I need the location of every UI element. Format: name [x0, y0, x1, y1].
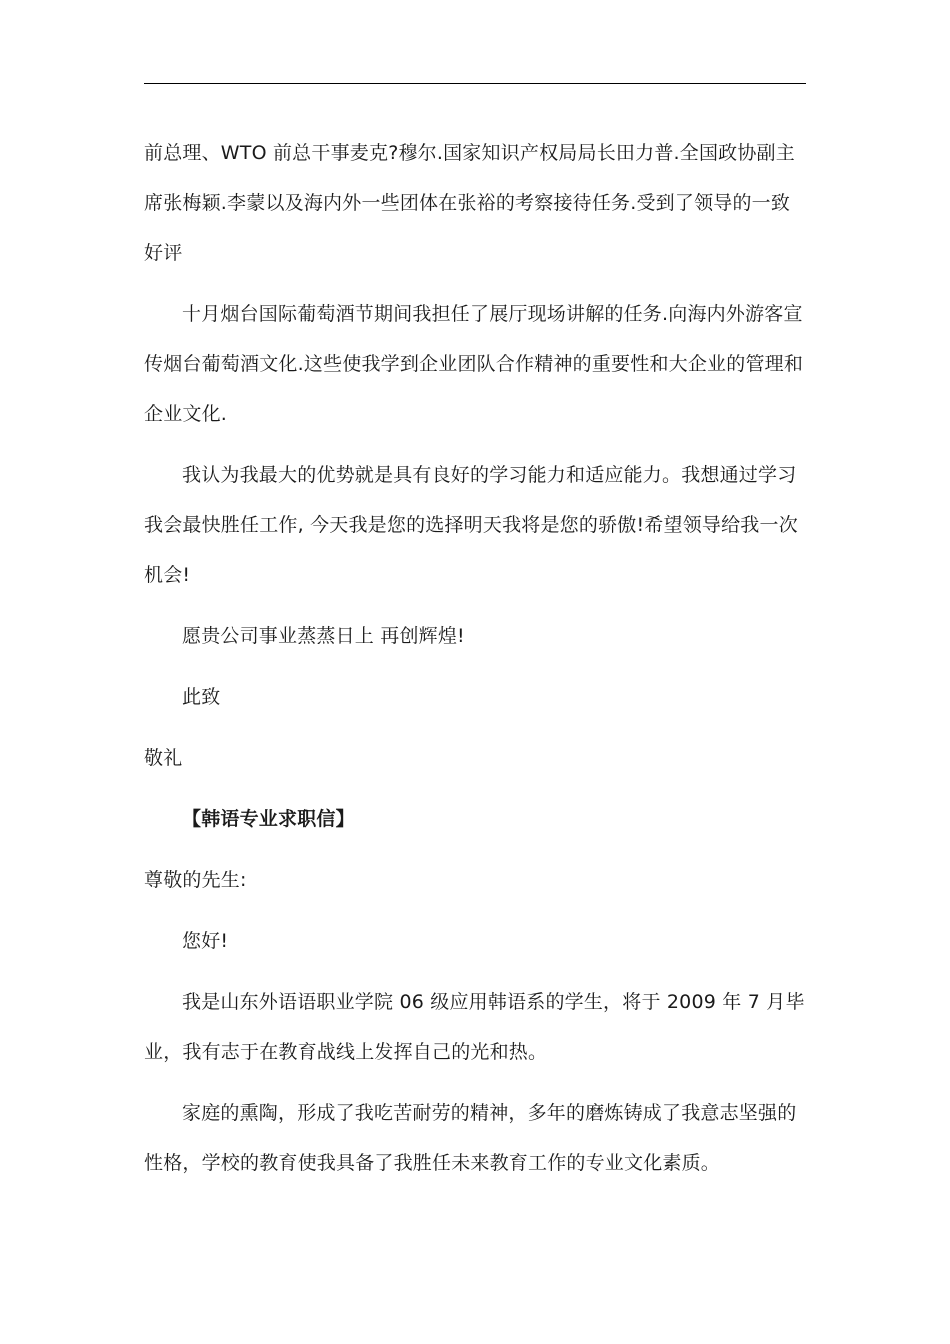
- paragraph-wine-festival: 十月烟台国际葡萄酒节期间我担任了展厅现场讲解的任务.向海内外游客宣传烟台葡萄酒文化.这些使我学到企业团队合作精神的重要性和大企业的管理和企业文化.: [144, 303, 804, 425]
- document-body: [144, 128, 806, 1199]
- salutation: 尊敬的先生:: [144, 869, 247, 891]
- header-rule: [144, 83, 806, 84]
- paragraph-strengths: 我认为我最大的优势就是具有良好的学习能力和适应能力。我想通过学习我会最快胜任工作, 今天我是您的选择明天我将是您的骄傲!希望领导给我一次机会!: [144, 464, 798, 586]
- paragraph-background: 家庭的熏陶，形成了我吃苦耐劳的精神，多年的磨炼铸成了我意志坚强的性格，学校的教育使我具备了我胜任未来教育工作的专业文化素质。: [144, 1102, 797, 1174]
- greeting: 您好!: [182, 930, 229, 952]
- closing-line-1: 此致: [182, 686, 221, 708]
- paragraph-continuation: 前总理、WTO 前总干事麦克?穆尔.国家知识产权局局长田力普.全国政协副主席张梅颖.李蒙以及海内外一些团体在张裕的考察接待任务.受到了领导的一致好评: [144, 142, 795, 264]
- closing-line-2: 敬礼: [144, 747, 183, 769]
- paragraph-wish: 愿贵公司事业蒸蒸日上 再创辉煌!: [182, 625, 465, 647]
- paragraph-intro: 我是山东外语语职业学院 06 级应用韩语系的学生，将于 2009 年 7 月毕业，我有志于在教育战线上发挥自己的光和热。: [144, 991, 805, 1063]
- section-title: 【韩语专业求职信】: [182, 808, 355, 830]
